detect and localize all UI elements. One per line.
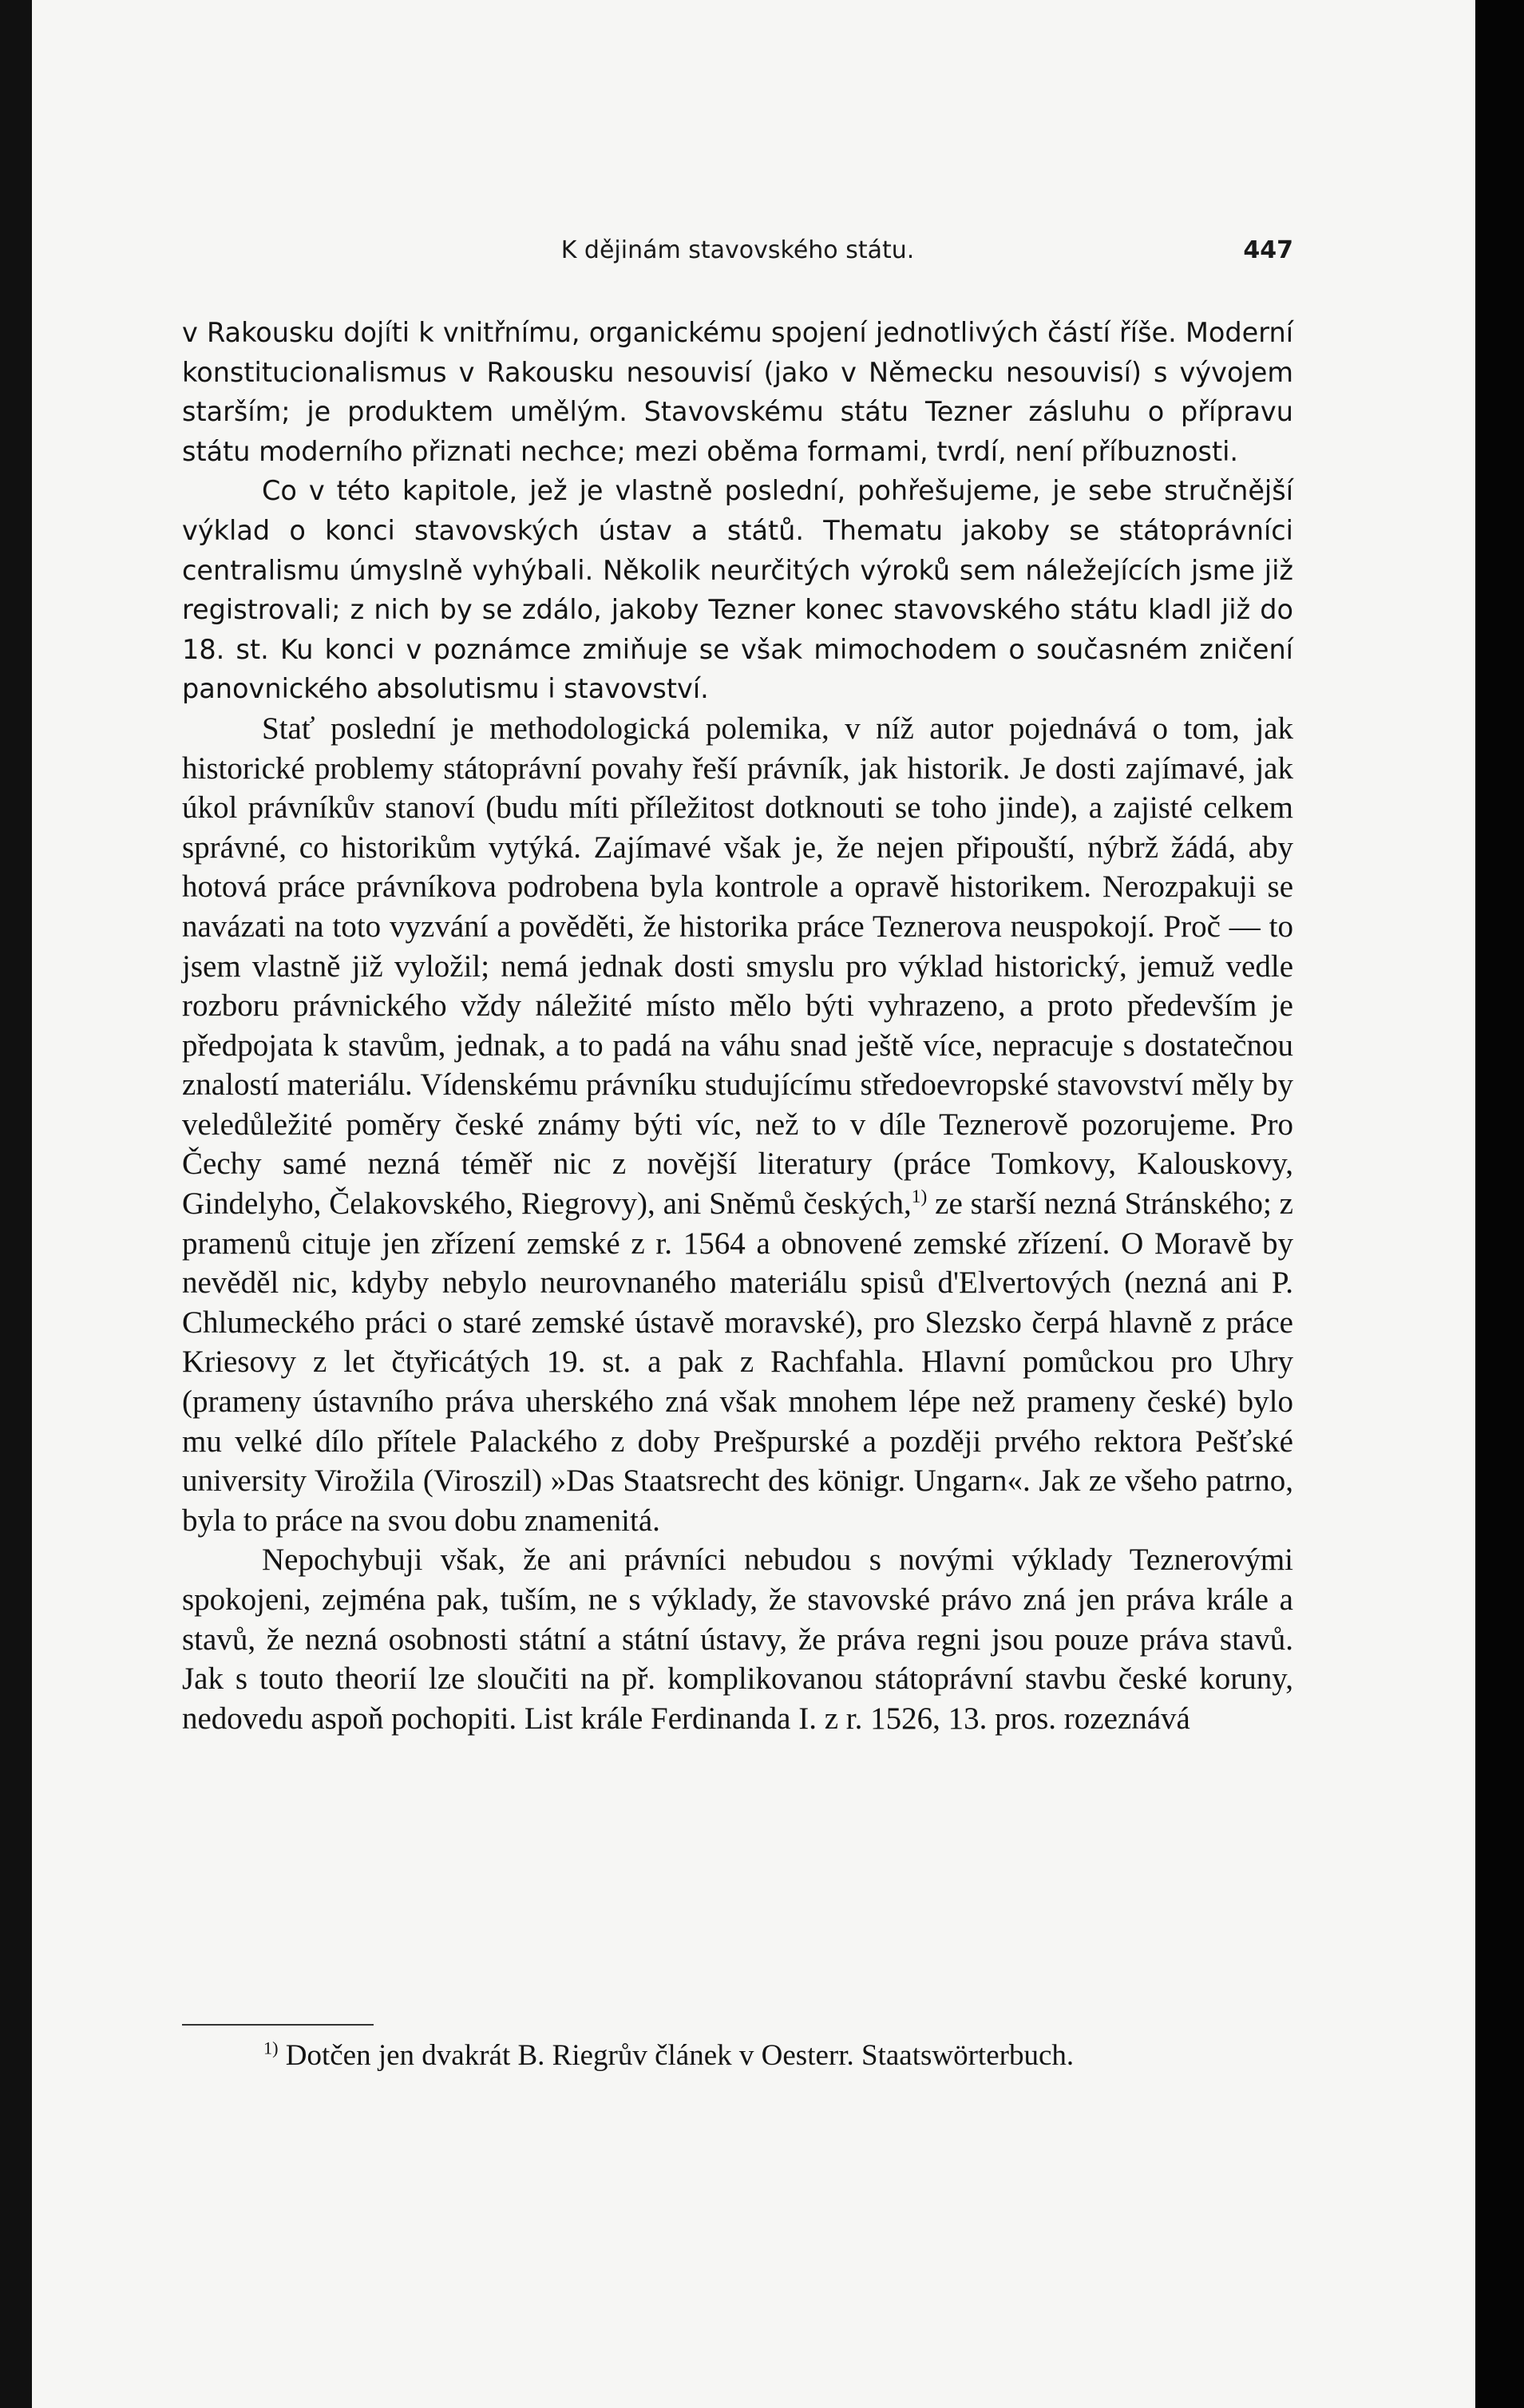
footnote-divider xyxy=(182,2024,374,2026)
footnote-text: Dotčen jen dvakrát B. Riegrův článek v Oesterr. Staatswörterbuch. xyxy=(285,2039,1075,2072)
page-header xyxy=(182,236,1293,275)
paragraph-2: Co v této kapitole, jež je vlastně poslední, pohřešujeme, je sebe stručnější výklad o konci stavovských ústav a států. Thematu jakoby se státoprávníci centralismu úmyslně vyhýbali. Několik neurčitých výroků sem náležejících jsme již registrovali; z nich by se zdálo, jakoby Tezner konec stavovského státu kladl již do 18. st. Ku konci v poznámce zmiňuje se však mimochodem o současném zničení panovnického absolutismu i stavovství. xyxy=(182,475,1293,705)
paragraph-3-continuation: ze starší nezná Stránského; z pramenů cituje jen zřízení zemské z r. 1564 a obnovené zemské zřízení. O Moravě by nevěděl nic, kdyby nebylo neurovnaného materiálu spisů d'Elvertových (nezná ani P. Chlumeckého práci o staré zemské ústavě moravské), pro Slezsko čerpá hlavně z práce Kriesovy z let čtyřicátých 19. st. a pak z Rachfahla. Hlavní pomůckou pro Uhry (prameny ústavního práva uherského zná však mnohem lépe než prameny české) bylo mu velké dílo přítele Palackého z doby Prešpurské a později prvého rektora Pešťské university Virožila (Viroszil) »Das Staatsrecht des königr. Ungarn«. Jak ze všeho patrno, byla to práce na svou dobu znamenitá. xyxy=(182,1186,1293,1538)
scan-left-border xyxy=(0,0,32,2408)
paragraph-4: Nepochybuji však, že ani právníci nebudou s novými výklady Teznerovými spokojeni, zejména pak, tuším, ne s výklady, že stavovské právo zná jen práva krále a stavů, že nezná osobnosti státní a státní ústavy, že práva regni jsou pouze práva stavů. Jak s touto theorií lze sloučiti na př. komplikovanou státoprávní stavbu české koruny, nedovedu aspoň pochopiti. List krále Ferdinanda I. z r. 1526, 13. pros. rozeznává xyxy=(182,1543,1293,1736)
running-title: K dějinám stavovského státu. xyxy=(560,236,915,264)
footnote-marker: 1) xyxy=(263,2038,279,2058)
body-text xyxy=(182,313,1293,1738)
scan-right-border xyxy=(1475,0,1524,2408)
paragraph-1: v Rakousku dojíti k vnitřnímu, organickému spojení jednotlivých částí říše. Moderní konstitucionalismus v Rakousku nesouvisí (jako v Německu nesouvisí) s vývojem starším; je produktem umělým. Stavovskému státu Tezner zásluhu o přípravu státu moderního přiznati nechce; mezi oběma formami, tvrdí, není příbuznosti. xyxy=(182,317,1293,467)
paragraph-3-text: Stať poslední je methodologická polemika, v níž autor pojednává o tom, jak historické problemy státoprávní povahy řeší právník, jak historik. Je dosti zajímavé, jak úkol právníkův stanoví (budu míti příležitost dotknouti se toho jinde), a zajisté celkem správné, co historikům vytýká. Zajímavé však je, že nejen připouští, nýbrž žádá, aby hotová práce právníkova podrobena byla kontrole a opravě historikem. Nerozpakuji se navázati na toto vyzvání a pověděti, že historika práce Teznerova neuspokojí. Proč — to jsem vlastně již vyložil; nemá jednak dosti smyslu pro výklad historický, jemuž vedle rozboru právnického vždy náležité místo mělo býti vyhrazeno, a proto především je předpojata k stavům, jednak, a to padá na váhu snad ještě více, nepracuje s dostatečnou znalostí materiálu. Vídenskému právníku studujícímu středoevropské stavovství měly by veledůležité poměry české známy býti víc, než to v díle Teznerově pozorujeme. Pro Čechy samé nezná téměř nic z novější literatury (práce Tomkovy, Kalouskovy, Gindelyho, Čelakovského, Riegrovy), ani Sněmů českých, xyxy=(182,711,1293,1222)
footnote xyxy=(263,2038,1301,2073)
page-number: 447 xyxy=(1243,236,1293,264)
footnote-reference: 1) xyxy=(911,1186,928,1208)
paragraph-3 xyxy=(182,709,1293,1540)
